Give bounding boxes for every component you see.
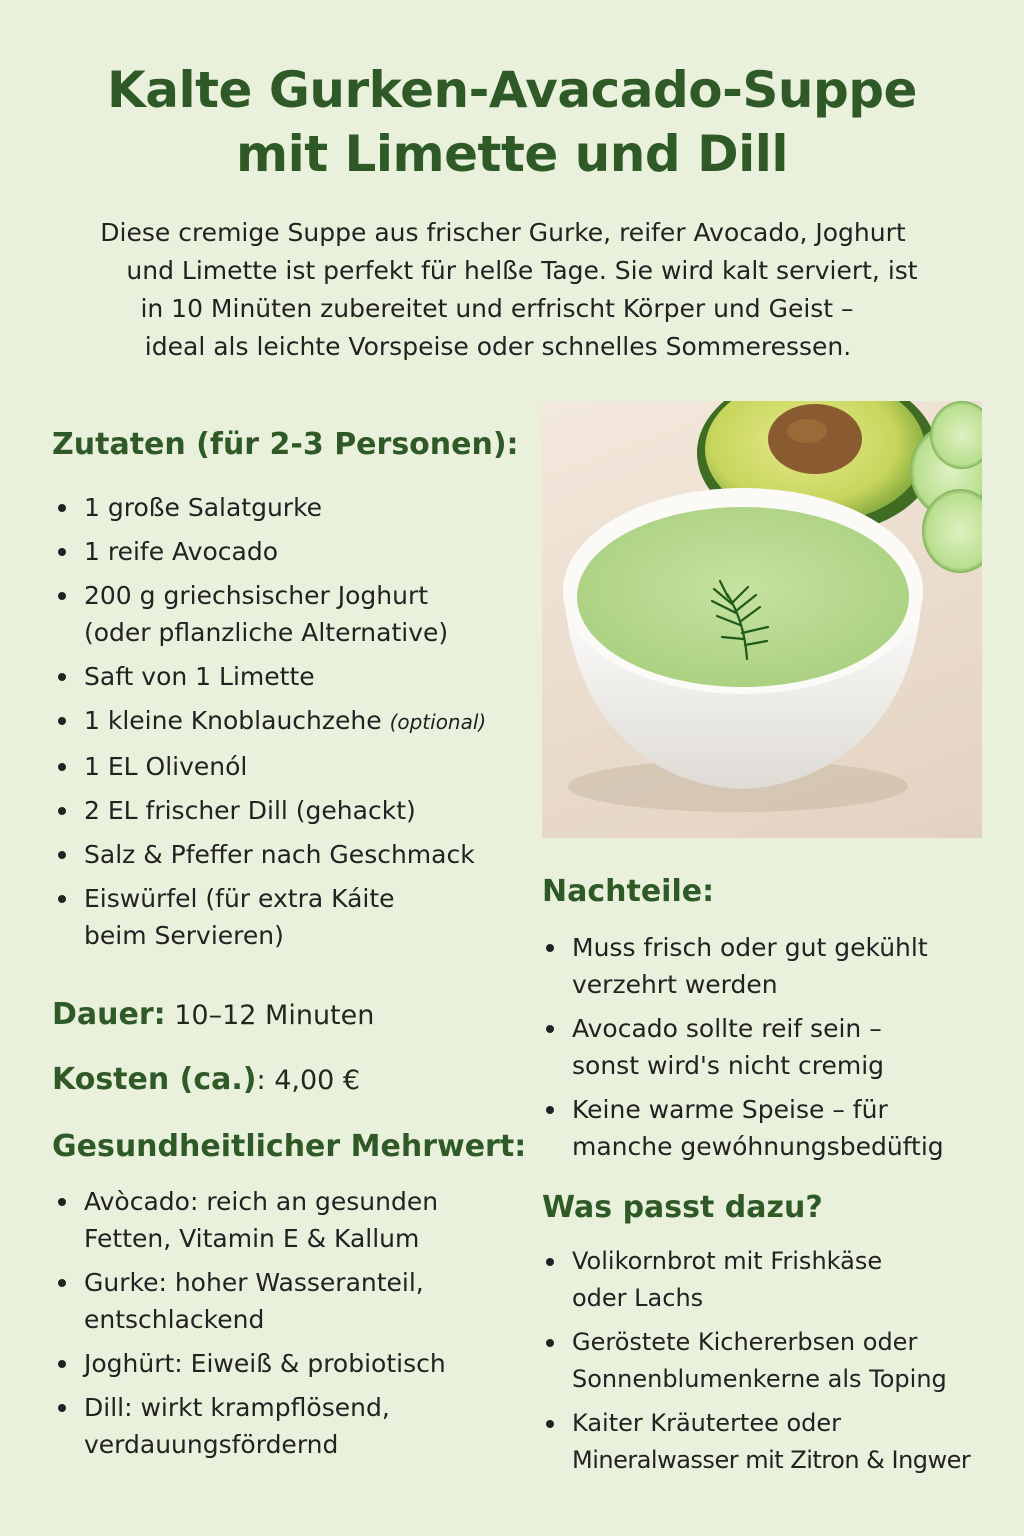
- list-item: [52, 577, 532, 651]
- list-item-text: Avòcado: reich an gesunden: [84, 1187, 439, 1216]
- list-item-text-cont: Sonnenblumenkerne als Toping: [572, 1365, 947, 1393]
- list-item-text: 1 reife Avocado: [84, 537, 278, 566]
- list-item-text-cont: sonst wird's nicht cremig: [572, 1051, 885, 1080]
- list-item-text: Geröstete Kichererbsen oder: [572, 1328, 918, 1356]
- duration-label: Dauer:: [52, 997, 166, 1032]
- list-item: [52, 489, 532, 526]
- list-item-text: 1 EL Olivenól: [84, 752, 248, 781]
- list-item-text: Eiswürfel (für extra Káite: [84, 884, 395, 913]
- list-item-text: Joghürt: Eiweiß & probiotisch: [84, 1349, 446, 1378]
- list-item-text: Keine warme Speise – für: [572, 1095, 888, 1124]
- list-item-text: Volikornbrot mit Frishkäse: [572, 1247, 883, 1275]
- list-item: [52, 792, 532, 829]
- duration-value: 10–12 Minuten: [165, 1000, 375, 1031]
- list-item-text: Salz & Pfeffer nach Geschmack: [84, 840, 475, 869]
- list-item: [540, 1324, 1020, 1398]
- list-item-text-cont: verzehrt werden: [572, 970, 778, 999]
- optional-note: (optional): [389, 710, 487, 734]
- cons-heading: Nachteile:: [542, 874, 715, 909]
- list-item-text: 1 große Salatgurke: [84, 493, 323, 522]
- title-line-1: Kalte Gurken-Avacado-Suppe: [107, 61, 917, 119]
- list-item-text: 1 kleine Knoblauchzehe: [84, 706, 390, 735]
- list-item: [52, 702, 532, 741]
- cost-label: Kosten (ca.): [52, 1062, 257, 1097]
- soup-photo: [542, 401, 982, 838]
- list-item-text-cont: verdauungsfördernd: [84, 1430, 339, 1459]
- intro-line: Diese cremige Suppe aus frischer Gurke, reifer Avocado, Joghurt: [100, 218, 906, 247]
- intro-line: in 10 Minüten zubereitet und erfrischt Körper und Geist –: [140, 294, 854, 323]
- list-item-text: Avocado sollte reif sein –: [572, 1014, 882, 1043]
- list-item-text: Saft von 1 Limette: [84, 662, 315, 691]
- list-item-text-cont: beim Servieren): [84, 921, 284, 950]
- list-item: [52, 1183, 522, 1257]
- list-item-text-cont: manche gewóhnungsbedüftig: [572, 1132, 944, 1161]
- title-line-2: mit Limette und Dill: [236, 125, 788, 183]
- list-item: [52, 1345, 522, 1382]
- list-item: [540, 1243, 1020, 1317]
- list-item: [52, 533, 532, 570]
- list-item: [540, 1405, 1020, 1479]
- list-item-text-cont: Mineralwasser mit Zitron & Ingwer: [572, 1446, 971, 1474]
- list-item-text-cont: entschlackend: [84, 1305, 265, 1334]
- health-list: [52, 1183, 522, 1463]
- cost-value: : 4,00 €: [256, 1065, 361, 1096]
- list-item-text: Gurke: hoher Wasseranteil,: [84, 1268, 424, 1297]
- pairing-list: [540, 1243, 1020, 1479]
- list-item: [52, 880, 532, 954]
- intro-text: [60, 214, 960, 366]
- list-item: [540, 929, 1010, 1003]
- intro-line: und Limette ist perfekt für helße Tage. Sie wird kalt serviert, ist: [126, 256, 918, 285]
- cost: [52, 1062, 360, 1099]
- list-item-text-cont: Fetten, Vitamin E & Kallum: [84, 1224, 420, 1253]
- list-item-text: 2 EL frischer Dill (gehackt): [84, 796, 416, 825]
- pairing-heading: Was passt dazu?: [542, 1190, 823, 1225]
- list-item: [52, 748, 532, 785]
- list-item: [540, 1010, 1010, 1084]
- list-item-text-cont: oder Lachs: [572, 1284, 704, 1312]
- ingredients-heading: Zutaten (für 2-3 Personen):: [52, 427, 519, 462]
- list-item-text-cont: (oder pflanzliche Alternative): [84, 618, 449, 647]
- list-item-text: Kaiter Kräutertee oder: [572, 1409, 842, 1437]
- list-item: [52, 1389, 522, 1463]
- list-item-text: Muss frisch oder gut gekühlt: [572, 933, 928, 962]
- page-title: [0, 58, 1024, 186]
- soup-illustration: [542, 401, 982, 838]
- cons-list: [540, 929, 1010, 1165]
- duration: [52, 997, 374, 1034]
- list-item: [52, 658, 532, 695]
- list-item-text: Dill: wirkt krampflösend,: [84, 1393, 390, 1422]
- intro-line: ideal als leichte Vorspeise oder schnelles Sommeressen.: [144, 332, 852, 361]
- ingredients-list: [52, 489, 532, 954]
- health-heading: Gesundheitlicher Mehrwert:: [52, 1129, 527, 1164]
- list-item: [52, 1264, 522, 1338]
- list-item: [52, 836, 532, 873]
- list-item-text: 200 g griechsischer Joghurt: [84, 581, 429, 610]
- list-item: [540, 1091, 1010, 1165]
